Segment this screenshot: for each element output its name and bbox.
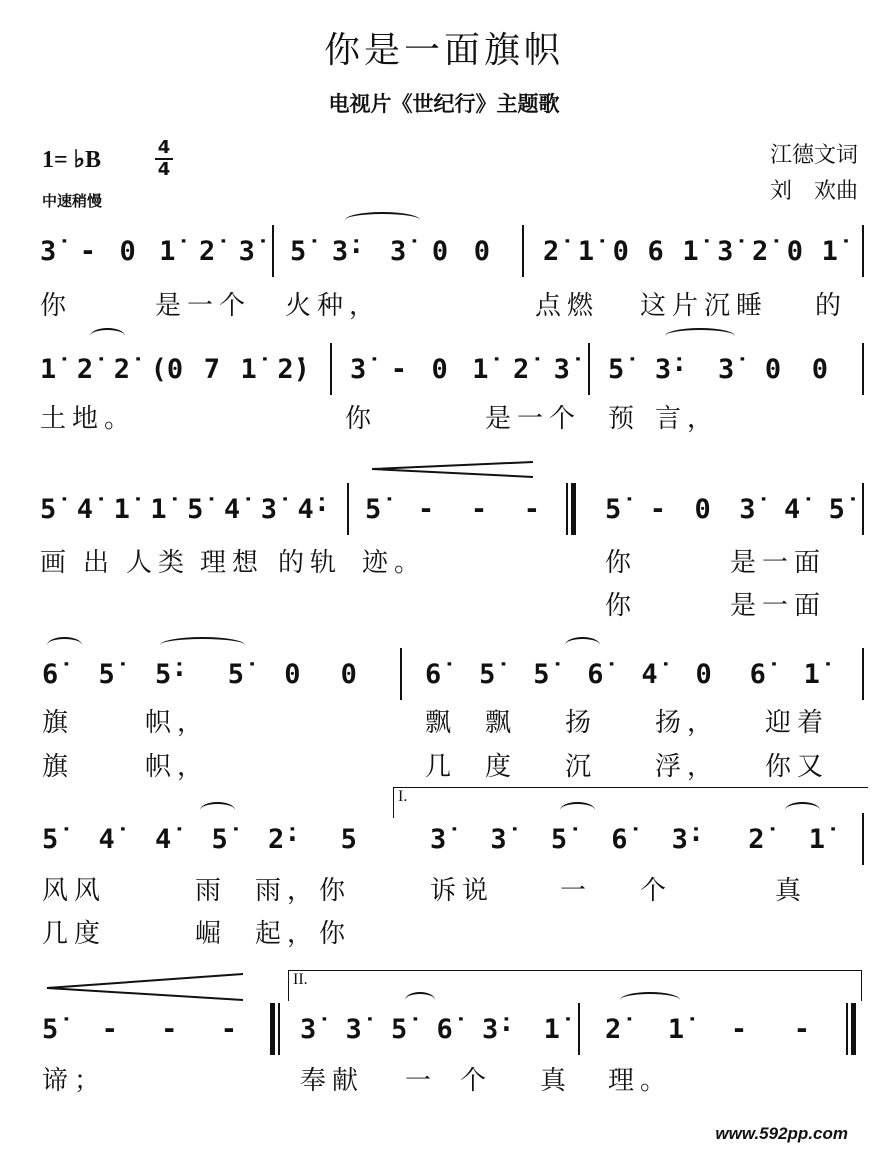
note: 3̇· (671, 823, 705, 855)
lyric: 是一个 (485, 404, 582, 434)
lyric: 帜， (145, 752, 210, 782)
note: 6̇ (611, 823, 628, 855)
lyric: 浮， (655, 752, 720, 782)
meter-top: 4 (157, 137, 171, 158)
note: 4̇ (154, 823, 172, 855)
note: 1̇ (40, 353, 57, 385)
barline (862, 343, 864, 395)
lyric: 旗 (42, 708, 75, 738)
note: - (649, 493, 666, 525)
lyric: 一 (560, 876, 593, 906)
note: 5̇ (608, 353, 625, 385)
lyricist-credit: 江德文词 (769, 143, 858, 168)
measure (430, 820, 825, 860)
barline (588, 343, 590, 395)
measure (290, 232, 490, 272)
note: 5̇ (40, 493, 57, 525)
measure (365, 490, 540, 530)
note: 0 (340, 658, 357, 690)
note: 4̇· (297, 493, 330, 525)
lyric: 这片沉睡 (640, 291, 769, 321)
note: 1̇ (113, 493, 130, 525)
lyric: 个 (640, 876, 673, 906)
note: 1̇ (543, 1013, 560, 1045)
note: 3̇ (260, 493, 277, 525)
repeat-start-barline (566, 483, 576, 535)
note: 3̇ (739, 493, 756, 525)
note: 0 (431, 353, 448, 385)
lyric: 沉 (565, 752, 598, 782)
slur (560, 802, 595, 818)
measure (42, 820, 357, 860)
measure (605, 1010, 810, 1050)
lyric: 你 (345, 404, 378, 434)
measure (350, 350, 570, 390)
note: 1̇ (240, 353, 257, 385)
lyric: 迹。 (362, 548, 427, 578)
lyric: 你 (605, 548, 638, 578)
measure (425, 655, 820, 695)
lyric: 飘 (425, 708, 458, 738)
slur (785, 802, 820, 818)
barline (862, 225, 864, 277)
volta-second-ending: II. (288, 970, 862, 1001)
lyric: 言， (655, 404, 720, 434)
lyric: 帜， (145, 708, 210, 738)
note: 5̇· (154, 658, 188, 690)
note: 5̇ (42, 823, 59, 855)
note: 2̇ (198, 235, 216, 267)
lyric: 是一个 (155, 291, 252, 321)
slur (565, 637, 600, 653)
note: 1̇ (472, 353, 489, 385)
lyric: 几 (425, 752, 458, 782)
note: 2̇ (543, 235, 560, 267)
lyric: 诉说 (430, 876, 495, 906)
lyric: 人类 (126, 548, 191, 578)
crescendo-mark (45, 972, 245, 1002)
note: 4̇ (783, 493, 801, 525)
crescendo-mark (370, 460, 535, 480)
note: 6̇ (425, 658, 442, 690)
lyric: 理想 (200, 548, 265, 578)
lyric: 火种， (285, 291, 382, 321)
lyric: 雨 (195, 876, 228, 906)
lyric: 雨，你 (255, 876, 352, 906)
lyric: 起，你 (255, 919, 352, 949)
note: 2̇ (748, 823, 765, 855)
slur (200, 802, 235, 818)
note: 3̇ (238, 235, 255, 267)
note: 0 (473, 235, 490, 267)
barline (400, 648, 402, 700)
slur (90, 328, 125, 344)
note: 5 (340, 823, 357, 855)
note: 3̇ (553, 353, 570, 385)
note: 6̇ (749, 658, 766, 690)
lyric: 一 (405, 1066, 438, 1096)
note: 5̇ (365, 493, 382, 525)
lyric: 迎着 (765, 708, 830, 738)
note: 2̇ (605, 1013, 622, 1045)
note: 3̇ (717, 353, 735, 385)
note: 5̇ (479, 658, 496, 690)
measure (300, 1010, 560, 1050)
barline (862, 813, 864, 865)
lyric: 飘 (485, 708, 518, 738)
note: 3̇ (389, 235, 407, 267)
note: 0 (786, 235, 804, 267)
note: 5̇ (98, 658, 115, 690)
note: 4̇ (641, 658, 658, 690)
note: 3̇ (300, 1013, 317, 1045)
note: - (79, 235, 96, 267)
slur (345, 212, 420, 228)
note: 4̇ (76, 493, 94, 525)
note: 1̇ (577, 235, 595, 267)
measure (40, 350, 310, 390)
note: 3̇ (350, 353, 367, 385)
note: 5̇ (227, 658, 244, 690)
lyric: 土地。 (40, 404, 137, 434)
lyric: 扬， (655, 708, 720, 738)
note: 2̇ (751, 235, 769, 267)
note: 3̇ (430, 823, 447, 855)
note: - (161, 1013, 178, 1045)
note: - (523, 493, 540, 525)
meter-bottom: 4 (157, 159, 171, 180)
barline (347, 483, 349, 535)
lyric: 是一面 (730, 548, 827, 578)
measure (42, 655, 357, 695)
final-barline (846, 1003, 856, 1055)
barline (522, 225, 524, 277)
note: - (101, 1013, 118, 1045)
watermark: www.592pp.com (715, 1124, 848, 1143)
note: 4̇ (98, 823, 115, 855)
note: 5̇ (211, 823, 228, 855)
lyric: 画 (40, 548, 73, 578)
slur (665, 328, 735, 344)
slur (620, 992, 680, 1008)
note: 7 (203, 353, 220, 385)
note: 3̇· (654, 353, 688, 385)
note: 0 (764, 353, 782, 385)
note: 3̇· (481, 1013, 515, 1045)
note: 2̇· (267, 823, 301, 855)
note: - (390, 353, 407, 385)
note: 1̇ (803, 658, 820, 690)
lyric: 你 (605, 591, 638, 621)
lyric: 点燃 (535, 291, 600, 321)
lyric: 真 (775, 876, 808, 906)
note: 3̇· (331, 235, 365, 267)
measure (608, 350, 828, 390)
lyric: 几度 (42, 919, 107, 949)
note: 1̇ (682, 235, 699, 267)
note: 5̇ (550, 823, 568, 855)
lyric: 真 (540, 1066, 573, 1096)
note: 0 (612, 235, 629, 267)
measure (543, 232, 838, 272)
slur (160, 637, 245, 653)
song-subtitle: 电视片《世纪行》主题歌 (328, 92, 560, 116)
lyric: 出 (83, 548, 116, 578)
note: 4̇ (223, 493, 241, 525)
note: 5̇ (533, 658, 550, 690)
note: 3̇ (345, 1013, 362, 1045)
lyric: 度 (485, 752, 518, 782)
key-signature: 1= ♭B (42, 147, 102, 173)
note: 6̇ (42, 658, 59, 690)
measure (40, 232, 255, 272)
note: (0 (150, 353, 184, 385)
note: 5̇ (605, 493, 622, 525)
note: - (730, 1013, 748, 1045)
tempo-marking: 中速稍慢 (42, 192, 103, 210)
lyric: 的 (815, 291, 848, 321)
note: 0 (284, 658, 301, 690)
lyric: 扬 (565, 708, 598, 738)
lyric: 预 (608, 404, 641, 434)
lyric: 谛； (42, 1066, 107, 1096)
note: 1̇ (667, 1013, 685, 1045)
note: 3̇ (490, 823, 507, 855)
note: - (220, 1013, 237, 1045)
lyric: 奉献 (300, 1066, 365, 1096)
lyric: 的轨 (278, 548, 343, 578)
volta-first-ending: I. (393, 787, 868, 818)
note: 5̇ (42, 1013, 59, 1045)
note: 3̇ (717, 235, 734, 267)
note: 0 (811, 353, 828, 385)
note: 3̇ (40, 235, 57, 267)
barline (330, 343, 332, 395)
lyric: 你又 (765, 752, 830, 782)
note: - (417, 493, 435, 525)
lyric: 你 (40, 291, 73, 321)
note: 5̇ (390, 1013, 408, 1045)
composer-credit: 刘 欢曲 (769, 179, 858, 204)
note: 0 (694, 493, 711, 525)
note: 1̇ (808, 823, 825, 855)
lyric: 旗 (42, 752, 75, 782)
slur (47, 637, 82, 653)
note: 2̇) (277, 353, 310, 385)
barline (578, 1003, 580, 1055)
repeat-end-barline (270, 1003, 280, 1055)
note: 1̇ (821, 235, 838, 267)
note: 1̇ (159, 235, 176, 267)
note: 5̇ (290, 235, 307, 267)
note: 2̇ (113, 353, 130, 385)
note: 5̇ (187, 493, 204, 525)
note: 6 (647, 235, 664, 267)
note: 0 (119, 235, 136, 267)
note: 0 (431, 235, 449, 267)
note: 2̇ (512, 353, 530, 385)
slur (405, 992, 435, 1008)
note: 0 (695, 658, 712, 690)
measure (42, 1010, 237, 1050)
measure (605, 490, 845, 530)
barline (862, 648, 864, 700)
barline (272, 225, 274, 277)
lyric: 理。 (608, 1066, 673, 1096)
note: 6̇ (436, 1013, 453, 1045)
song-title: 你是一面旗帜 (323, 30, 564, 71)
note: 1̇ (150, 493, 167, 525)
note: - (470, 493, 488, 525)
lyric: 崛 (195, 919, 228, 949)
note: 5̇ (828, 493, 845, 525)
lyric: 个 (460, 1066, 493, 1096)
barline (862, 483, 864, 535)
lyric: 是一面 (730, 591, 827, 621)
note: 2̇ (76, 353, 94, 385)
lyric: 风风 (42, 876, 107, 906)
note: - (793, 1013, 810, 1045)
time-signature (155, 138, 173, 180)
note: 6̇ (587, 658, 604, 690)
measure (40, 490, 330, 530)
